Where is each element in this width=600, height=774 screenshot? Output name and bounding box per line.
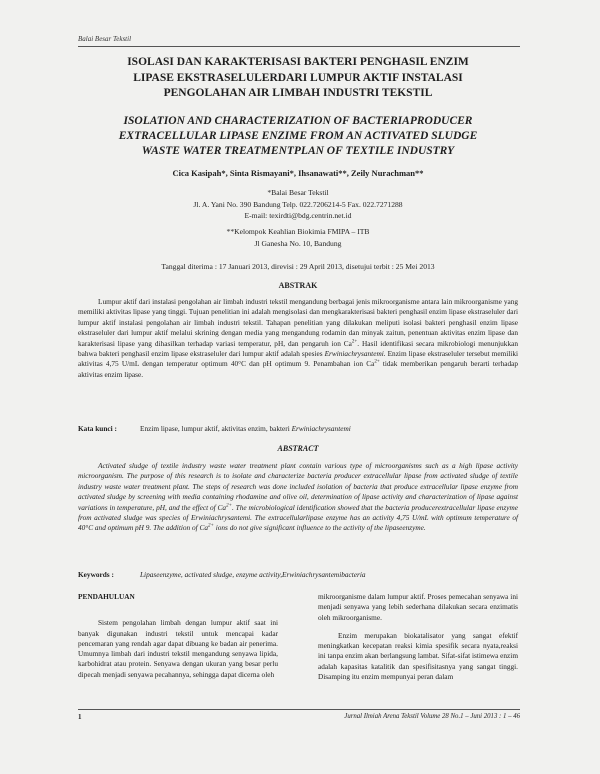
abstract-text: . The microbiological identification showed that the bacteria producerextracellular lipase enzyme from activated sludge was species of Erwiniachrysantemi. The extracellularlipase enzyme has an activity 4,75 U/mL with optimum temperature of 40°C and optimum pH 9. The addition of Ca (78, 502, 518, 533)
superscript: 2+ (351, 339, 358, 345)
submission-dates: Tanggal diterima : 17 Januari 2013, direvisi : 29 April 2013, disetujui terbit : 25 Mei 2013 (161, 262, 435, 271)
running-head: Balai Besar Tekstil (78, 35, 132, 43)
affiliation-line: Jl. A. Yani No. 390 Bandung Telp. 022.7206214-5 Fax. 022.7271288 (193, 199, 403, 209)
page-number: 1 (78, 713, 82, 721)
section-heading: PENDAHULUAN (78, 592, 135, 601)
journal-citation: Jurnal Ilmiah Arena Tekstil Volume 28 No.1 – Juni 2013 : 1 – 46 (344, 713, 520, 720)
affiliation-line: *Balai Besar Tekstil (267, 188, 329, 197)
title-en-line: EXTRACELLULAR LIPASE ENZIME FROM AN ACTIVATED SLUDGE (118, 130, 478, 142)
affiliation-line: E-mail: texirdti@bdg.centrin.net.id (244, 211, 352, 220)
title-id-line: PENGOLAHAN AIR LIMBAH INDUSTRI TEKSTIL (163, 87, 433, 99)
kata-kunci-value: Enzim lipase, lumpur aktif, aktivitas enzim, bakteri (140, 424, 292, 433)
right-paragraph: Enzim merupakan biokatalisator yang sangat efektif meningkatkan kecepatan reaksi kimia spesifik secara nyata,reaksi ini tanpa enzim akan berlangsung lambat. Sifat-sifat istimewa enzim adalah kapasitas katalitik dan spesifisitasnya yang sangat tinggi. Disamping itu enzim mempunyai peran dalam (318, 630, 518, 682)
title-id-line: LIPASE EKSTRASELULERDARI LUMPUR AKTIF INSTALASI (133, 71, 463, 84)
keywords-value: Lipaseenzyme, activated sludge, enzyme activity,Erwiniachrysantemibacteria (140, 570, 366, 579)
abstract-text: ions do not give significant influence to the activity of the lipaseenzyme. (213, 523, 426, 533)
abstrak-text: tidak memberikan pengaruh berarti terhadap aktivitas enzim lipase. (78, 359, 518, 379)
abstrak-text: . Hasil identifikasi secara mikrobiologi menunjukkan bahwa bakteri penghasil enzim lipase ekstraseluler dari lumpur aktif adalah spesies (78, 338, 518, 359)
superscript: 2+ (374, 360, 380, 366)
kata-kunci-label: Kata kunci : (78, 424, 117, 433)
left-paragraph: Sistem pengolahan limbah dengan lumpur aktif saat ini banyak digunakan industri tekstil untuk mencapai kadar pencemaran yang rendah agar dapat dibuang ke badan air penerima. Umumnya limbah dari industri tekstil mengandung senyawa lipida, karbohidrat atau protein. Senyawa dengan ukuran yang besar perlu dipecah menjadi senyawa pecahannya, sehingga dapat dicerna oleh (78, 618, 278, 679)
kata-kunci (78, 424, 518, 433)
affiliation-2 (78, 226, 518, 249)
keywords-label: Keywords : (78, 570, 114, 579)
affiliation-line: **Kelompok Keahlian Biokimia FMIPA – ITB (226, 227, 370, 236)
abstract-text: Activated sludge of textile industry waste water treatment plant contain various type of microorganisms such as a high lipase activity microorganism. The purpose of this research is to isolate and characterize bacteria producer extracellular lipase from activated sludge of textile industry waste water treatment plant. The steps of research was done included isolation of bacteria that produce extracellular lipase enzyme from activated sludge by screening with media containing rhodamine and olive oil, determination of lipase activity and characterization of lipase against variations in temperature, pH, and the effect of Ca (78, 461, 518, 512)
abstrak-text: Lumpur aktif dari instalasi pengolahan air limbah industri tekstil mengandung berbagai jenis mikroorganisme antara lain mikroorganisme yang memiliki aktivitas lipase yang tinggi. Tujuan penelitian ini adalah mengisolasi dan mengkarakterisasi bakteri penghasil enzim lipase ekstraseluler dari lumpur aktif instalasi pengolahan air limbah industri tekstil. Tahapan penelitian yang dilakukan meliputi isolasi bakteri penghasil enzim lipase ekstraseluler dari lumpur aktif melalui skrining dengan media yang mengandung rodamin dan minyak zaitun, penentuan aktivitas enzim lipase dan karakterisasi lipase yang dihasilkan terhadap variasi temperatur, pH, dan pengaruh ion Ca (78, 297, 518, 348)
title-indonesian (78, 55, 518, 102)
author-list: Cica Kasipah*, Sinta Rismayani*, Ihsanawati**, Zeily Nurachman** (172, 168, 424, 178)
title-en-line: WASTE WATER TREATMENTPLAN OF TEXTILE INDUSTRY (141, 145, 455, 157)
footer-rule (78, 709, 520, 710)
species-name: Erwiniachrysantemi. (324, 349, 386, 359)
abstrak-heading: ABSTRAK (278, 281, 318, 290)
title-id-line: ISOLASI DAN KARAKTERISASI BAKTERI PENGHASIL ENZIM (127, 56, 469, 68)
abstract-heading: ABSTRACT (277, 444, 319, 453)
kata-kunci-species: Erwiniachrysantemi (291, 424, 351, 433)
header-rule (78, 46, 520, 47)
right-column (318, 592, 518, 682)
keywords (78, 570, 518, 579)
affiliation-line: Jl Ganesha No. 10, Bandung (254, 238, 342, 248)
left-column (78, 592, 278, 680)
title-en-line: ISOLATION AND CHARACTERIZATION OF BACTERIAPRODUCER (123, 115, 473, 127)
abstract-body (78, 461, 518, 534)
title-english (78, 114, 518, 159)
abstrak-text: Enzim lipase ekstraseluler tersebut memiliki aktivitas 4,75 U/mL dengan temperatur optimum 40°C dan pH optimum 9. Penambahan ion Ca (78, 349, 518, 369)
superscript: 2+ (226, 503, 232, 509)
right-paragraph: mikroorganisme dalam lumpur aktif. Proses pemecahan senyawa ini menjadi senyawa yang lebih sederhana dilakukan secara enzimatis oleh mikroorganisme. (318, 592, 518, 622)
superscript: 2+ (208, 524, 214, 530)
abstrak-body (78, 297, 518, 380)
affiliation-1 (78, 187, 518, 222)
